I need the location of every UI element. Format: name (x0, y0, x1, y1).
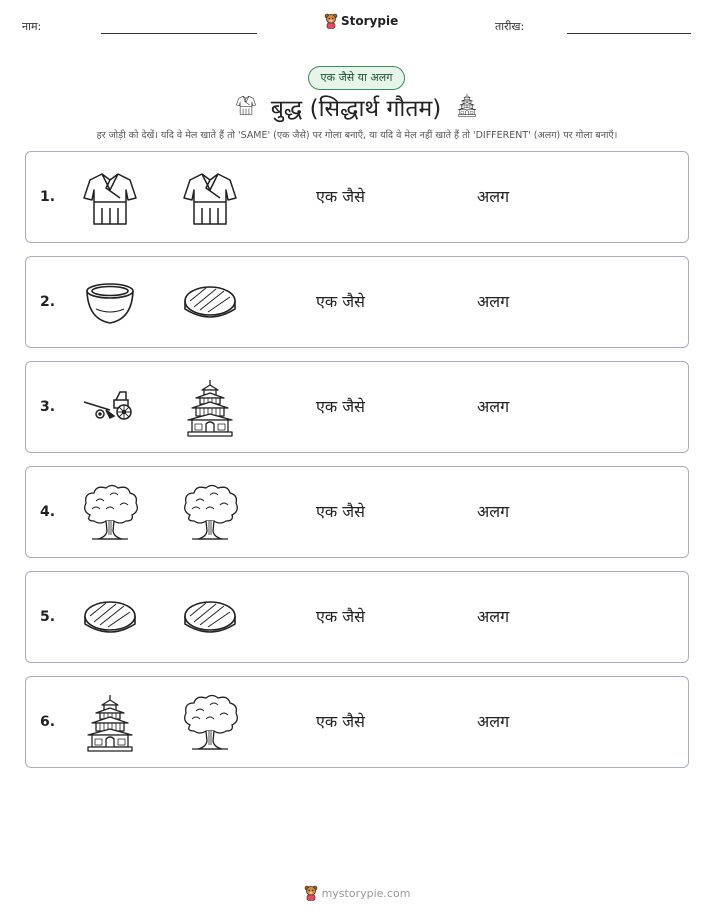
bodhi-tree-icon (180, 693, 240, 753)
bear-mascot-icon (304, 885, 318, 901)
robe-icon (235, 90, 257, 124)
date-label: तारीख: (495, 20, 525, 33)
bowl-icon (80, 273, 140, 333)
pair-row-4 (25, 466, 689, 558)
disc-icon (180, 588, 240, 648)
bear-mascot-icon (324, 13, 338, 29)
same-option[interactable]: एक जैसे (316, 712, 365, 731)
row-number: 4. (40, 504, 56, 520)
footer-url[interactable]: mystorypie.com (321, 886, 411, 900)
pair-row-1 (25, 151, 689, 243)
brand-name: Storypie (341, 14, 399, 28)
pagoda-icon (80, 693, 140, 753)
date-line[interactable] (567, 33, 691, 34)
disc-icon (80, 588, 140, 648)
name-label: नाम: (22, 20, 42, 33)
brand (324, 13, 398, 29)
bodhi-tree-icon (180, 483, 240, 543)
pair-row-3 (25, 361, 689, 453)
activity-badge: एक जैसे या अलग (308, 66, 405, 90)
robe-icon (180, 168, 240, 228)
different-option[interactable]: अलग (477, 292, 510, 311)
different-option[interactable]: अलग (477, 187, 510, 206)
instructions: हर जोड़ी को देखें। यदि वे मेल खाते हैं तो 'SAME' (एक जैसे) पर गोला बनाएँ, या यदि वे मेल नहीं खाते हैं तो 'DIFFERENT' (अलग) पर गोला बनाएँ। (96, 130, 618, 141)
same-option[interactable]: एक जैसे (316, 502, 365, 521)
row-number: 5. (40, 609, 56, 625)
title-row (0, 90, 714, 124)
footer (0, 885, 714, 901)
row-number: 6. (40, 714, 56, 730)
robe-icon (80, 168, 140, 228)
row-number: 2. (40, 294, 56, 310)
same-option[interactable]: एक जैसे (316, 292, 365, 311)
plough-icon (80, 378, 140, 438)
pair-row-5 (25, 571, 689, 663)
page-title: बुद्ध (सिद्धार्थ गौतम) (270, 96, 442, 122)
same-option[interactable]: एक जैसे (316, 607, 365, 626)
bodhi-tree-icon (80, 483, 140, 543)
pair-row-6 (25, 676, 689, 768)
different-option[interactable]: अलग (477, 502, 510, 521)
row-number: 3. (40, 399, 56, 415)
pair-row-2 (25, 256, 689, 348)
different-option[interactable]: अलग (477, 712, 510, 731)
different-option[interactable]: अलग (477, 607, 510, 626)
row-number: 1. (40, 189, 56, 205)
different-option[interactable]: अलग (477, 397, 510, 416)
same-option[interactable]: एक जैसे (316, 187, 365, 206)
disc-icon (180, 273, 240, 333)
name-line[interactable] (101, 33, 257, 34)
same-option[interactable]: एक जैसे (316, 397, 365, 416)
pagoda-icon (180, 378, 240, 438)
pagoda-icon (455, 90, 479, 124)
